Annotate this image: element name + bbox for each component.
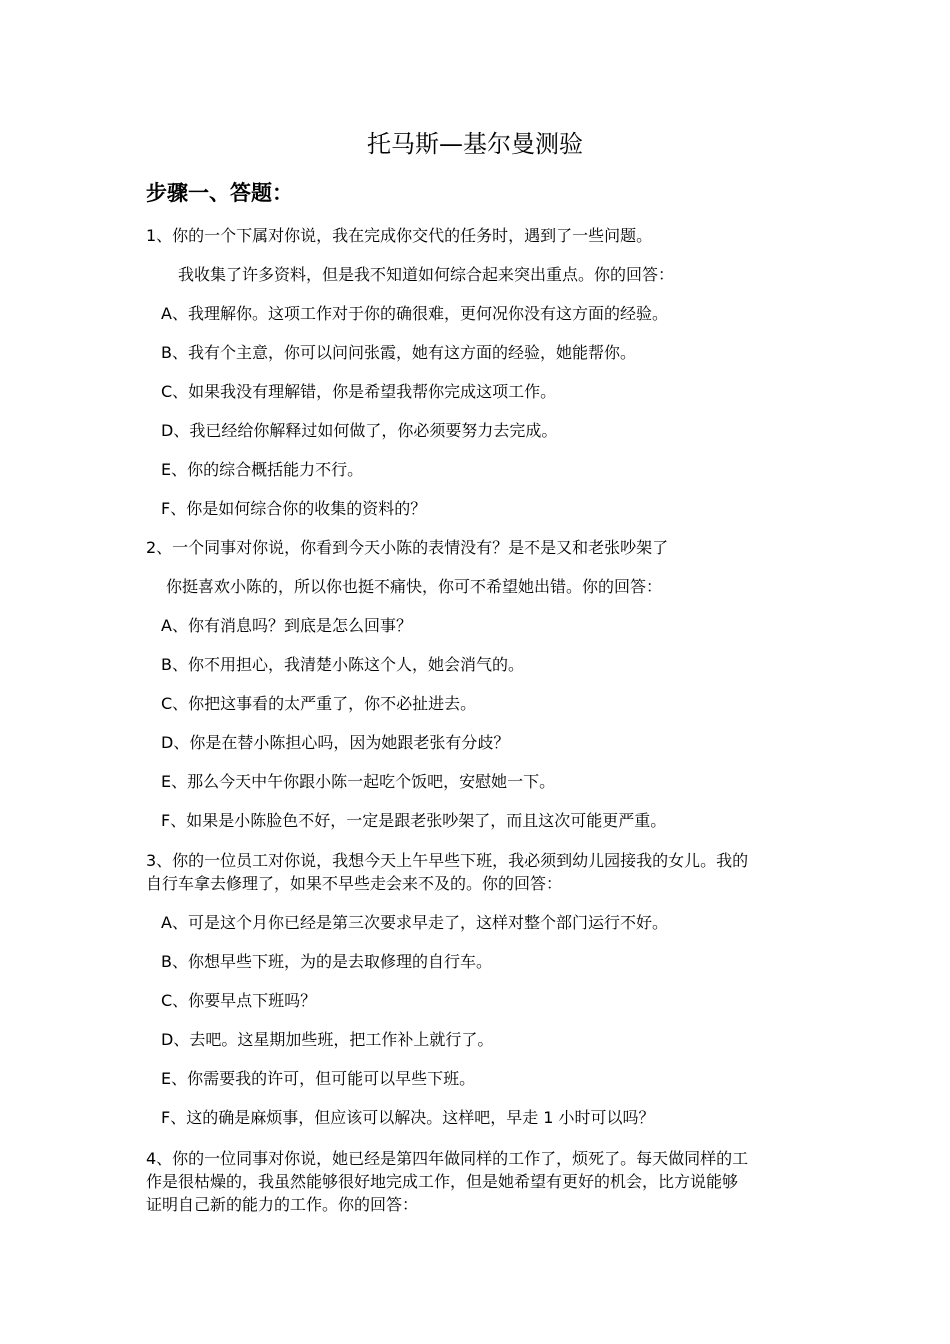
question-3-option-d: D、去吧。这星期加些班，把工作补上就行了。	[161, 1030, 494, 1049]
question-2-option-e: E、那么今天中午你跟小陈一起吃个饭吧，安慰她一下。	[161, 772, 556, 791]
question-2-option-c: C、你把这事看的太严重了，你不必扯进去。	[161, 694, 477, 713]
question-1-option-a: A、我理解你。这项工作对于你的确很难，更何况你没有这方面的经验。	[161, 304, 668, 323]
question-4-stem-line-2: 作是很枯燥的，我虽然能够很好地完成工作，但是她希望有更好的机会，比方说能够	[146, 1172, 739, 1191]
question-3-option-a: A、可是这个月你已经是第三次要求早走了，这样对整个部门运行不好。	[161, 913, 668, 932]
question-2-stem-line-1: 2、一个同事对你说，你看到今天小陈的表情没有？是不是又和老张吵架了	[146, 538, 669, 557]
question-2-option-a: A、你有消息吗？到底是怎么回事？	[161, 616, 412, 635]
question-3-option-b: B、你想早些下班，为的是去取修理的自行车。	[161, 952, 492, 971]
question-1-stem-line-1: 1、你的一个下属对你说，我在完成你交代的任务时，遇到了一些问题。	[146, 226, 653, 245]
question-2-option-b: B、你不用担心，我清楚小陈这个人，她会消气的。	[161, 655, 524, 674]
question-3-option-c: C、你要早点下班吗？	[161, 991, 317, 1010]
question-3-stem-line-2: 自行车拿去修理了，如果不早些走会来不及的。你的回答：	[146, 874, 563, 893]
question-1-option-d: D、我已经给你解释过如何做了，你必须要努力去完成。	[161, 421, 558, 440]
question-2-option-d: D、你是在替小陈担心吗，因为她跟老张有分歧？	[161, 733, 510, 752]
question-2-stem-line-2: 你挺喜欢小陈的，所以你也挺不痛快，你可不希望她出错。你的回答：	[166, 577, 663, 596]
question-1-option-c: C、如果我没有理解错，你是希望我帮你完成这项工作。	[161, 382, 557, 401]
question-3-stem-line-1: 3、你的一位员工对你说，我想今天上午早些下班，我必须到幼儿园接我的女儿。我的	[146, 851, 749, 870]
question-3-option-f: F、这的确是麻烦事，但应该可以解决。这样吧，早走 1 小时可以吗？	[161, 1108, 655, 1127]
question-1-option-e: E、你的综合概括能力不行。	[161, 460, 364, 479]
section-heading: 步骤一、答题：	[146, 181, 293, 205]
question-4-stem-line-1: 4、你的一位同事对你说，她已经是第四年做同样的工作了，烦死了。每天做同样的工	[146, 1149, 749, 1168]
question-4-stem-line-3: 证明自己新的能力的工作。你的回答：	[146, 1195, 419, 1214]
question-1-option-f: F、你是如何综合你的收集的资料的？	[161, 499, 427, 518]
document-title: 托马斯—基尔曼测验	[367, 130, 583, 158]
question-1-stem-line-2: 我收集了许多资料，但是我不知道如何综合起来突出重点。你的回答：	[178, 265, 675, 284]
question-1-option-b: B、我有个主意，你可以问问张霞，她有这方面的经验，她能帮你。	[161, 343, 636, 362]
question-2-option-f: F、如果是小陈脸色不好，一定是跟老张吵架了，而且这次可能更严重。	[161, 811, 667, 830]
question-3-option-e: E、你需要我的许可，但可能可以早些下班。	[161, 1069, 476, 1088]
